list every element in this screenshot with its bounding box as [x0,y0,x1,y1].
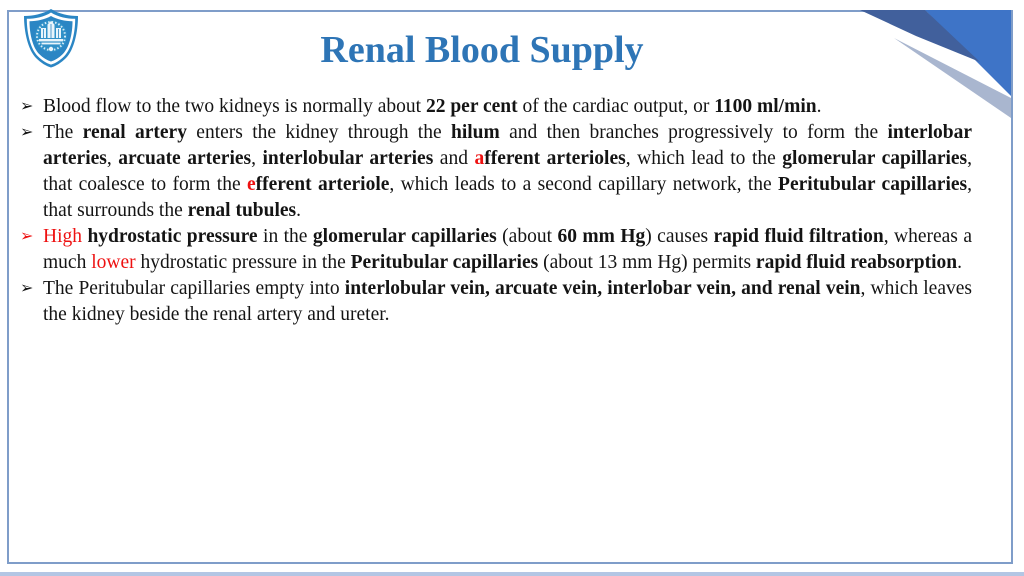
slide-title: Renal Blood Supply [320,29,644,71]
bullet-text: High hydrostatic pressure in the glomerular capillaries (about 60 mm Hg) causes rapid fluid filtration, whereas a much lower hydrostatic pressure in the Peritubular capillaries (about 13 mm Hg) permits rapid fluid reabsorption. [43,226,972,273]
university-crest-icon [22,8,80,68]
bullet-item [20,224,972,276]
bullet-item [20,276,972,328]
bullet-item [20,94,972,120]
bullet-text: The Peritubular capillaries empty into interlobular vein, arcuate vein, interlobar vein, and renal vein, which leaves the kidney beside the renal artery and ureter. [43,278,972,325]
bullet-arrow-icon: ➢ [20,98,34,115]
bullet-item [20,120,972,224]
bullet-list [20,94,972,328]
bullet-text: The renal artery enters the kidney through the hilum and then branches progressively to form the interlobar arteries, arcuate arteries, interlobular arteries and afferent arterioles, which lead to the glomerular capillaries, that coalesce to form the efferent arteriole, which leads to a second capillary network, the Peritubular capillaries, that surrounds the renal tubules. [43,122,973,221]
bullet-arrow-icon: ➢ [20,280,34,297]
bullet-text: Blood flow to the two kidneys is normally about 22 per cent of the cardiac output, or 1100 ml/min. [43,96,822,117]
bullet-arrow-icon: ➢ [20,228,34,245]
bottom-accent-strip [0,572,1024,576]
bullet-arrow-icon: ➢ [20,124,34,141]
